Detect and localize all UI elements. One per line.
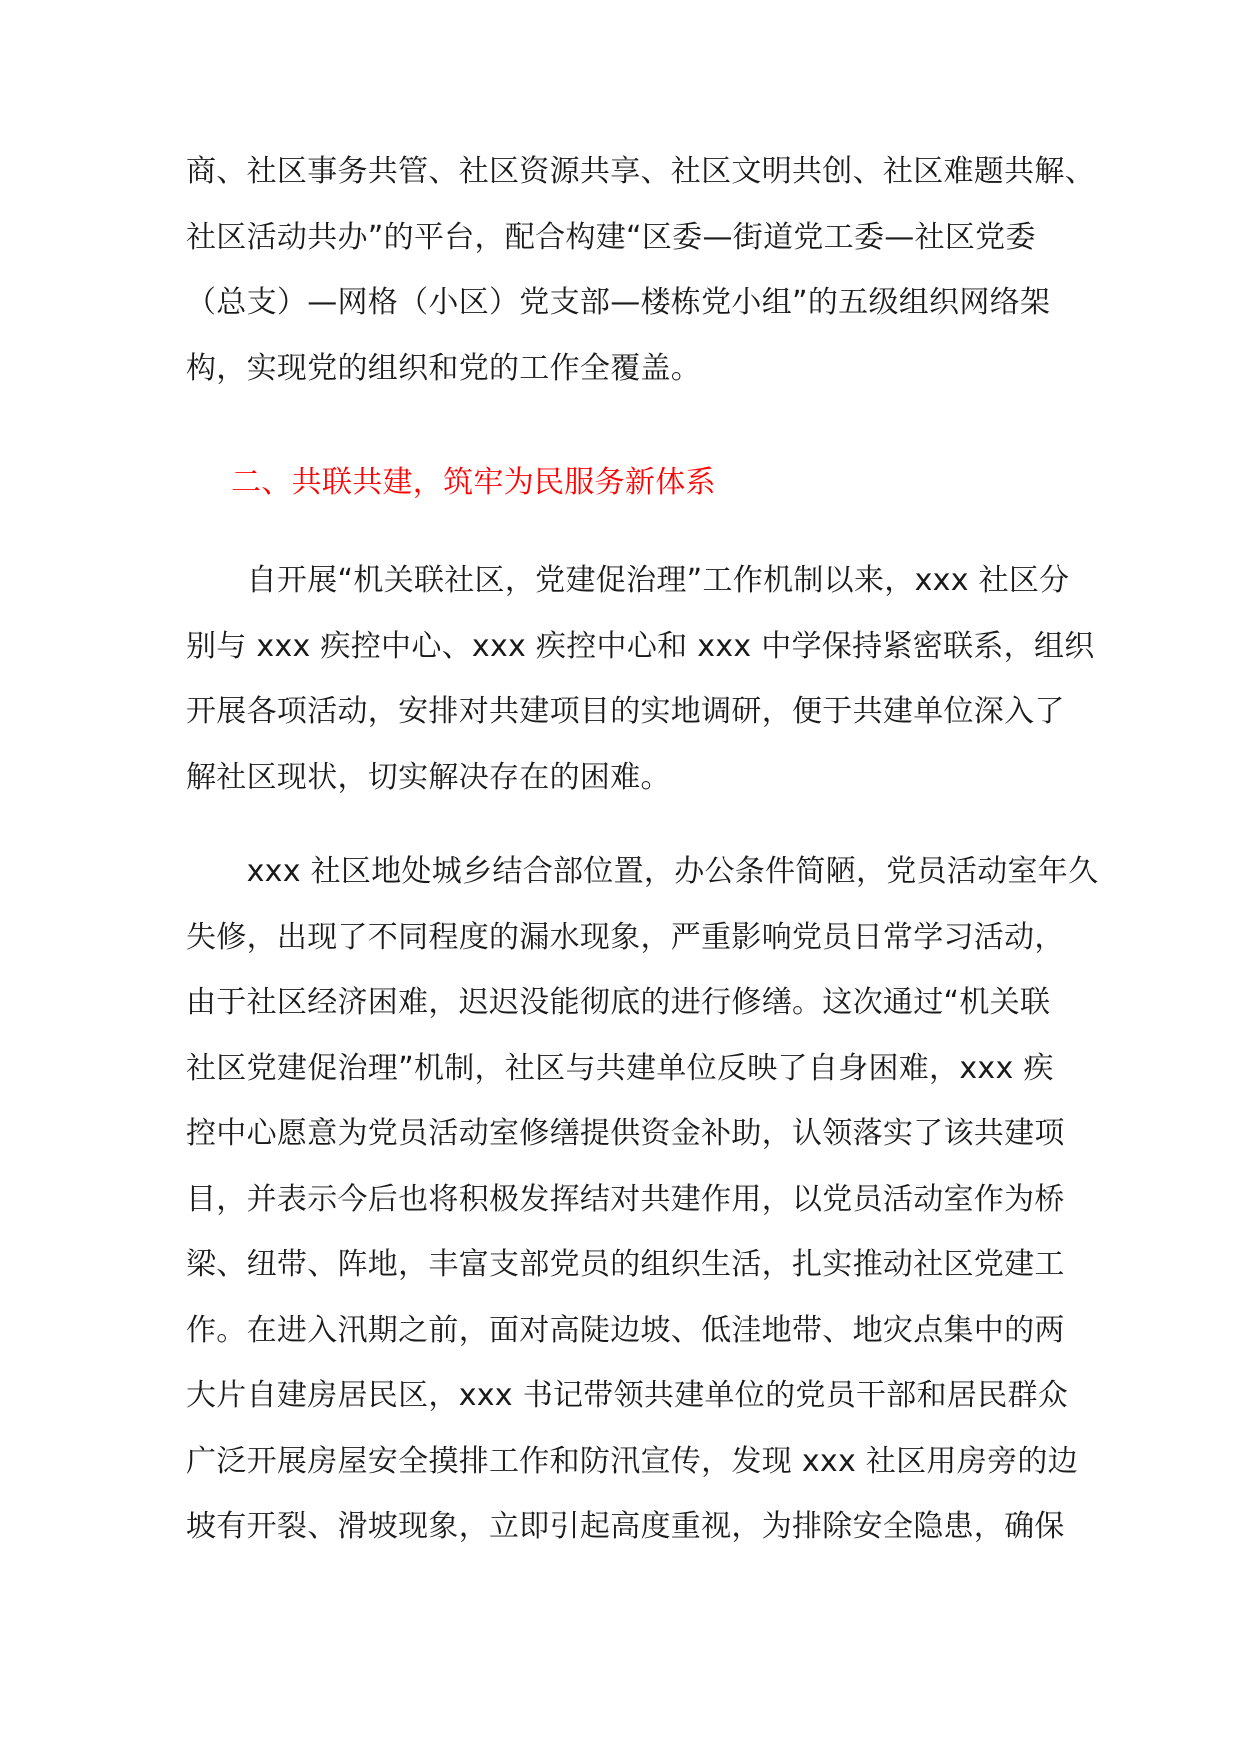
paragraph-line: 广泛开展房屋安全摸排工作和防汛宣传，发现 xxx 社区用房旁的边: [186, 1443, 1078, 1479]
paragraph-line: 作。在进入汛期之前，面对高陡边坡、低洼地带、地灾点集中的两: [186, 1312, 1065, 1348]
paragraph-line: 商、社区事务共管、社区资源共享、社区文明共创、社区难题共解、: [186, 154, 1095, 189]
paragraph-line: 坡有开裂、滑坡现象，立即引起高度重视，为排除安全隐患，确保: [186, 1509, 1065, 1544]
paragraph-line: 梁、纽带、阵地，丰富支部党员的组织生活，扎实推动社区党建工: [186, 1247, 1065, 1282]
paragraph-line: 自开展“机关联社区，党建促治理”工作机制以来，xxx 社区分: [186, 563, 1070, 598]
paragraph-line: 目，并表示今后也将积极发挥结对共建作用，以党员活动室作为桥: [186, 1181, 1065, 1217]
paragraph-line: 构，实现党的组织和党的工作全覆盖。: [186, 350, 702, 386]
paragraph-line: 由于社区经济困难，迟迟没能彻底的进行修缮。这次通过“机关联: [186, 985, 1051, 1020]
section-heading: 二、共联共建，筑牢为民服务新体系: [231, 465, 716, 500]
paragraph-line: 解社区现状，切实解决存在的困难。: [186, 759, 671, 795]
paragraph-line: 别与 xxx 疾控中心、xxx 疾控中心和 xxx 中学保持紧密联系，组织: [186, 628, 1095, 664]
paragraph-line: 大片自建房居民区，xxx 书记带领共建单位的党员干部和居民群众: [186, 1378, 1069, 1413]
paragraph-two: [186, 548, 1095, 810]
paragraph-line: 社区活动共办”的平台，配合构建“区委—街道党工委—社区党委: [186, 219, 1036, 255]
paragraph-line: 社区党建促治理”机制，社区与共建单位反映了自身困难，xxx 疾: [186, 1050, 1054, 1086]
paragraph-three: [186, 839, 1099, 1560]
paragraph-line: xxx 社区地处城乡结合部位置，办公条件简陋，党员活动室年久: [186, 854, 1099, 889]
paragraph-line: 开展各项活动，安排对共建项目的实地调研，便于共建单位深入了: [186, 694, 1065, 729]
paragraph-continuation: [186, 139, 1095, 401]
paragraph-line: 控中心愿意为党员活动室修缮提供资金补助，认领落实了该共建项: [186, 1116, 1065, 1151]
paragraph-line: （总支）—网格（小区）党支部—楼栋党小组”的五级组织网络架: [186, 285, 1051, 320]
paragraph-line: 失修，出现了不同程度的漏水现象，严重影响党员日常学习活动，: [186, 919, 1065, 955]
